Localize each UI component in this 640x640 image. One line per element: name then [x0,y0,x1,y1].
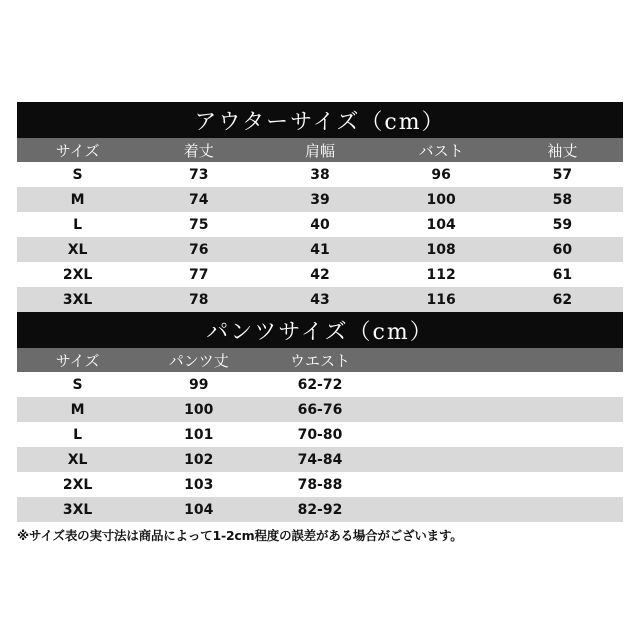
pants-header-row [17,348,623,372]
bust-cell: 112 [426,266,456,283]
outer-header-length: 着丈 [183,141,214,160]
waist-cell: 62-72 [297,376,343,393]
bust-cell: 104 [426,216,456,233]
waist-cell: 78-88 [297,476,343,493]
table-row [17,372,623,397]
length-cell: 73 [189,166,209,183]
shoulder-cell: 39 [310,191,330,208]
pants-header-size: サイズ [55,351,100,370]
pants-header-waist: ウエスト [289,351,350,370]
size-cell: S [72,376,83,393]
outer-header-bust: バスト [418,141,464,160]
outer-size-table [17,102,623,312]
table-row [17,497,623,522]
bust-cell: 116 [426,291,456,308]
table-row [17,397,623,422]
pants-length-cell: 100 [184,401,214,418]
outer-header-row [17,138,623,162]
waist-cell: 82-92 [297,501,343,518]
shoulder-cell: 38 [310,166,330,183]
sleeve-cell: 59 [552,216,573,233]
outer-header-shoulder: 肩幅 [304,141,335,160]
pants-length-cell: 102 [184,451,214,468]
pants-header-length: パンツ丈 [168,351,229,370]
measurement-note: ※サイズ表の実寸法は商品によって1-2cm程度の誤差がある場合がございます。 [17,528,463,543]
pants-size-table [17,312,623,522]
length-cell: 78 [189,291,209,308]
shoulder-cell: 43 [310,291,330,308]
length-cell: 75 [189,216,209,233]
table-row [17,422,623,447]
length-cell: 76 [189,241,209,258]
size-cell: S [72,166,83,183]
table-row [17,187,623,212]
bust-cell: 108 [426,241,456,258]
sleeve-cell: 60 [552,241,573,258]
size-cell: 2XL [62,266,93,283]
outer-header-size: サイズ [55,141,100,160]
table-row [17,287,623,312]
shoulder-cell: 40 [310,216,330,233]
table-row [17,237,623,262]
waist-cell: 70-80 [297,426,343,443]
size-cell: M [70,401,85,418]
sleeve-cell: 61 [552,266,573,283]
pants-length-cell: 101 [184,426,214,443]
size-cell: L [73,426,83,443]
pants-length-cell: 103 [184,476,214,493]
size-cell: 2XL [62,476,93,493]
waist-cell: 74-84 [297,451,343,468]
length-cell: 77 [189,266,209,283]
size-chart [17,102,623,544]
table-row [17,472,623,497]
length-cell: 74 [189,191,209,208]
size-cell: M [70,191,85,208]
pants-size-title: パンツサイズ（cm） [17,312,623,348]
size-cell: 3XL [62,291,93,308]
pants-length-cell: 104 [184,501,214,518]
size-cell: L [73,216,83,233]
waist-cell: 66-76 [297,401,343,418]
shoulder-cell: 41 [310,241,330,258]
shoulder-cell: 42 [310,266,330,283]
outer-size-title: アウターサイズ（cm） [17,102,623,138]
sleeve-cell: 58 [552,191,573,208]
pants-length-cell: 99 [189,376,209,393]
sleeve-cell: 57 [552,166,573,183]
size-cell: 3XL [62,501,93,518]
sleeve-cell: 62 [552,291,573,308]
table-row [17,447,623,472]
bust-cell: 96 [431,166,451,183]
table-row [17,162,623,187]
table-row [17,212,623,237]
table-row [17,262,623,287]
size-cell: XL [67,451,88,468]
outer-header-sleeve: 袖丈 [547,141,578,160]
size-cell: XL [67,241,88,258]
bust-cell: 100 [426,191,456,208]
